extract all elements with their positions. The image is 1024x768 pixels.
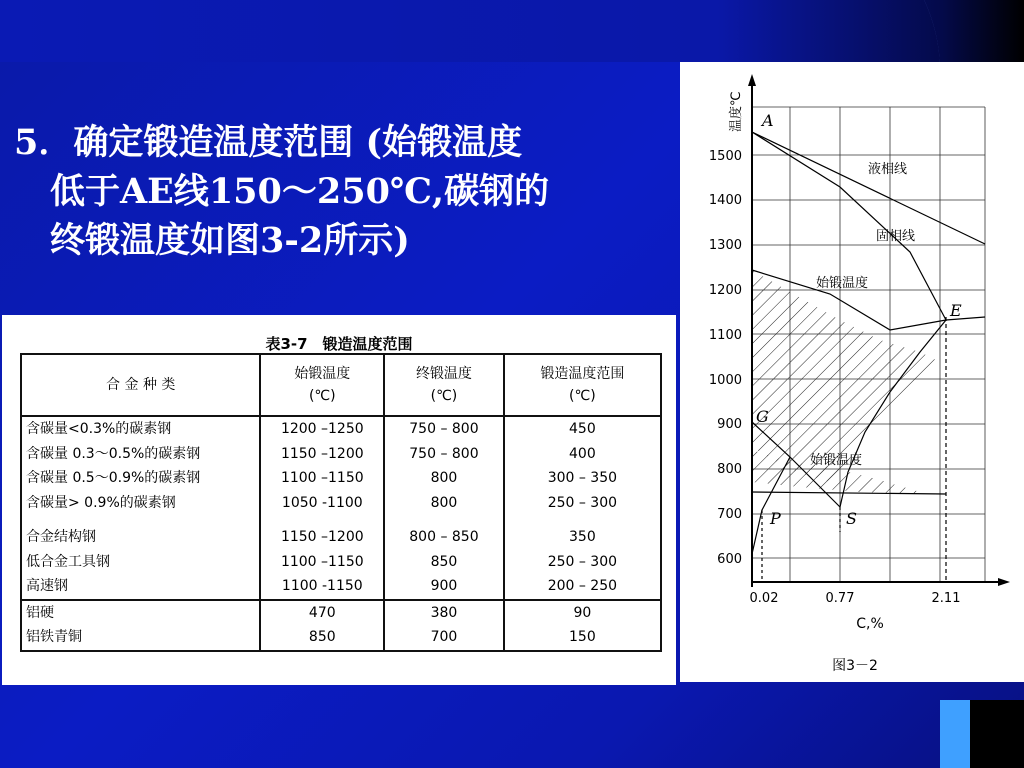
table-cell: 铝铁青铜 [26,629,82,645]
y-tick-label: 800 [717,462,742,477]
table-cell: 800 [430,494,458,511]
point-label: S [846,509,857,528]
y-tick-label: 1300 [708,238,742,253]
y-axis-label: 温度℃ [729,91,744,132]
point-label: E [950,301,962,320]
table-cell: 250 – 300 [547,494,618,511]
table-cell: 1150 –1200 [280,445,364,462]
table-cell: 250 – 300 [547,553,618,570]
forging-temperature-table-image [2,315,676,685]
table-cell: 1200 –1250 [280,421,364,437]
y-tick-label: 900 [717,417,742,432]
table-cell: 450 [569,421,596,437]
table-cell: 含碳量 0.3～0.5%的碳素钢 [26,445,201,462]
x-ticks [750,591,961,606]
temp-ranges [504,600,661,651]
table-cell: 含碳量 0.5～0.9%的碳素钢 [26,470,201,486]
table-cell: 铝硬 [26,604,54,621]
start-temps [260,600,384,651]
curve-label: 始锻温度 [810,453,863,468]
table-cell: 合金结构钢 [26,529,96,545]
y-tick-label: 1500 [708,149,742,164]
table-cell: 含碳量<0.3%的碳素钢 [26,421,172,437]
table-cell: 1050 -1100 [281,494,363,511]
y-tick-label: 1200 [708,283,742,298]
table-cell: 含碳量> 0.9%的碳素钢 [26,494,176,511]
table-cell: 470 [308,604,336,621]
table-cell: 200 – 250 [547,578,618,594]
alloy-names [21,416,260,600]
y-tick-label: 600 [717,552,742,567]
x-tick-label: 0.02 [749,591,779,606]
curve-label: 固相线 [876,229,916,244]
curve-label: 液相线 [868,162,908,177]
header-temp-range: 锻造温度范围 (℃) [504,354,661,416]
table-cell: 850 [430,553,458,570]
table-cell: 低合金工具钢 [26,553,110,570]
curve-label: 始锻温度 [816,276,869,291]
table-cell: 800 – 850 [409,529,479,545]
table-header-row [21,354,661,416]
x-tick-label: 0.77 [825,591,855,606]
header-start-temp: 始锻温度 (℃) [260,354,384,416]
table-cell: 150 [569,629,596,645]
table-cell: 400 [569,445,596,462]
table-cell: 高速钢 [26,578,68,594]
point-label: A [762,111,774,130]
alloy-names [21,600,260,651]
y-tick-label: 700 [717,507,742,522]
y-tick-label: 1400 [708,193,742,208]
table-cell: 380 [430,604,458,621]
x-axis-label: C,% [856,616,884,632]
table-caption: 表3-7 锻造温度范围 [265,335,413,353]
table-cell: 850 [308,629,336,645]
y-ticks [709,149,742,567]
table-cell: 1100 –1150 [280,470,364,486]
header-alloy-type: 合 金 种 类 [21,354,260,416]
header-end-temp: 终锻温度 (℃) [384,354,504,416]
table-cell: 1100 –1150 [280,553,364,570]
end-temps [384,600,504,651]
heading-line-3: 终锻温度如图3-2所示) [50,220,410,261]
end-temps [384,416,504,600]
heading-line-2: 低于AE线150～250℃,碳钢的 [50,171,550,212]
table-cell: 750 – 800 [409,421,479,437]
y-tick-label: 1000 [708,373,742,388]
table-group-nonferrous [21,600,661,651]
table-cell: 350 [569,529,596,545]
table-cell: 700 [430,629,458,645]
table-cell: 800 [430,470,458,486]
iron-carbon-diagram [680,62,1024,682]
figure-caption: 图3－2 [832,658,878,674]
y-tick-label: 1100 [708,328,742,343]
table-cell: 900 [430,578,458,594]
x-tick-label: 2.11 [931,591,961,606]
corner-dark-block [970,700,1024,768]
corner-accent-bar [940,700,970,768]
bullet-text [14,118,674,265]
table-cell: 300 – 350 [547,470,618,486]
table-group-steels [21,416,661,600]
temp-ranges [504,416,661,600]
table-cell: 1150 –1200 [280,529,364,545]
table-cell: 90 [573,604,592,621]
start-temps [260,416,384,600]
table-cell: 750 – 800 [409,445,479,462]
table-cell: 1100 -1150 [281,578,363,594]
forging-temperature-table [20,353,662,652]
point-label: G [756,407,769,426]
point-label: P [770,509,781,528]
heading-line-1: 5．确定锻造温度范围 (始锻温度 [14,122,523,163]
diagram-svg [680,62,1024,682]
